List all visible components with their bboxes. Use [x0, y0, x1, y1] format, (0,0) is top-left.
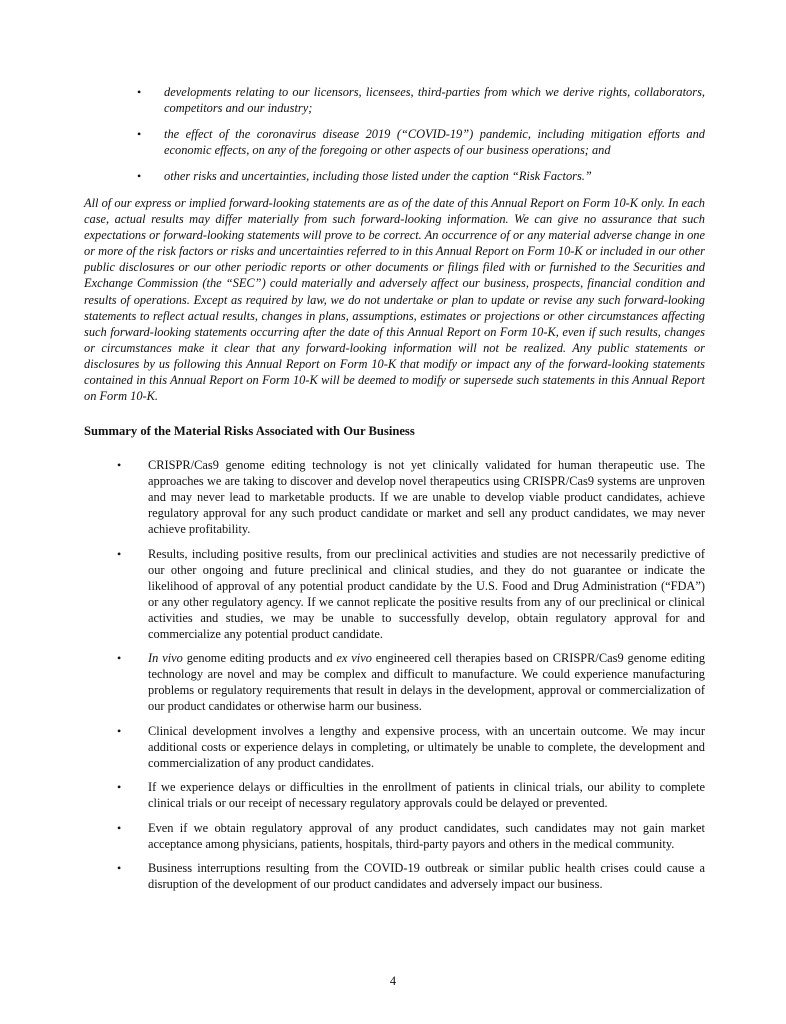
risk-item-text-part: genome editing products and: [182, 651, 337, 665]
bullet-icon: •: [117, 780, 122, 794]
risk-item-text: engineered cell therapies based on CRISPR/Cas9 genome editing technology are novel and may be complex and difficult to manufacture. We could experience manufacturing problems or regulatory requirements that result in delays in the development, approval or commercialization of our product candidates or otherwise harm our business.: [148, 651, 706, 713]
bullet-icon: •: [117, 546, 122, 561]
section-heading: Summary of the Material Risks Associated with Our Business: [84, 424, 415, 438]
forward-looking-statements-paragraph: All of our express or implied forward-looking statements are as of the date of this Annual Report on Form 10-K only. In each case, actual results may differ materially from such forward-looking information. We can give no assurance that such expectations or forward-looking statements will prove to be correct. An occurrence of or any material adverse change in one or more of the risk factors or risks and uncertainties referred to in this Annual Report on Form 10-K or included in our other public disclosures or our other periodic reports or other documents or filings filed with or furnished to the Securities and Exchange Commission (the “SEC”) could materially and adversely affect our business, prospects, financial condition and results of operations. Except as required by law, we do not undertake or plan to update or revise any such forward-looking statements to reflect actual results, changes in plans, assumptions, estimates or projections or other circumstances affecting such forward-looking statements occurring after the date of this Annual Report on Form 10-K, even if such results, changes or circumstances make it clear that any forward-looking information will not be realized. Any public statements or disclosures by us following this Annual Report on Form 10-K that modify or impact any of the forward-looking statements contained in this Annual Report on Form 10-K will be deemed to modify or supersede such statements in this Annual Report on Form 10-K.: [84, 196, 705, 404]
risk-item-text: Clinical development involves a lengthy and expensive process, with an uncertain outcome. We may incur additional costs or experience delays in completing, or ultimately be unable to complete, the development and commercialization of any product candidates.: [148, 723, 705, 770]
risk-item: [117, 457, 705, 537]
bullet-icon: •: [137, 169, 142, 183]
list-item: [137, 168, 705, 184]
bullet-icon: •: [117, 651, 122, 665]
bullet-icon: •: [117, 861, 122, 875]
risk-item: [117, 860, 705, 892]
bullet-icon: •: [117, 458, 122, 472]
list-item-text: other risks and uncertainties, including those listed under the caption “Risk Factors.”: [164, 169, 592, 183]
risk-item-text: Even if we obtain regulatory approval of any product candidates, such candidates may not gain market acceptance among physicians, patients, hospitals, third-party payors and others in the medical community.: [148, 820, 705, 851]
risk-item-text: CRISPR/Cas9 genome editing technology is not yet clinically validated for human therapeutic use. The approaches we are taking to discover and develop novel therapeutics using CRISPR/Cas9 systems are unproven and may never lead to marketable products. If we are unable to develop viable product candidates, achieve regulatory approval for any such product candidate or market and sell any product candidates, we may never achieve profitability.: [148, 458, 705, 536]
risk-item-italic-term: In vivo: [148, 651, 183, 665]
risk-item-italic-term: ex vivo: [336, 651, 372, 665]
bullet-icon: •: [137, 127, 142, 141]
risk-item-text: If we experience delays or difficulties in the enrollment of patients in clinical trials, our ability to complete clinical trials or our receipt of necessary regulatory approvals could be delayed or prevented.: [148, 780, 705, 810]
list-item-text: the effect of the coronavirus disease 2019 (“COVID-19”) pandemic, including mitigation efforts and economic effects, on any of the foregoing or other aspects of our business operations; and: [164, 127, 705, 157]
risk-item-text: Results, including positive results, from our preclinical activities and studies are not necessarily predictive of our other ongoing and future preclinical and clinical studies, and they do not guarantee or indicate the likelihood of approval of any potential product candidate by the U.S. Food and Drug Administration (“FDA”) or any other regulatory agency. If we cannot replicate the positive results from any of our preclinical or clinical activities and studies, we may be unable to successfully develop, obtain regulatory approval for and commercialize any potential product candidate.: [148, 546, 705, 641]
list-item-text: developments relating to our licensors, licensees, third-parties from which we derive rights, collaborators, competitors and our industry;: [164, 85, 705, 115]
bullet-icon: •: [117, 820, 122, 835]
risk-item: [117, 723, 705, 771]
risk-item: [117, 820, 705, 852]
bullet-icon: •: [137, 85, 142, 99]
list-item: [137, 84, 705, 116]
risk-item: [117, 650, 705, 714]
material-risks-list: [117, 457, 705, 901]
list-item: [137, 126, 705, 158]
risk-item-text: Business interruptions resulting from the COVID-19 outbreak or similar public health crises could cause a disruption of the development of our product candidates and adversely impact our business.: [148, 861, 705, 891]
bullet-icon: •: [117, 723, 122, 738]
forward-looking-factors-list: [137, 84, 705, 194]
risk-item: [117, 546, 705, 642]
page-number: 4: [389, 974, 397, 988]
risk-item: [117, 779, 705, 811]
